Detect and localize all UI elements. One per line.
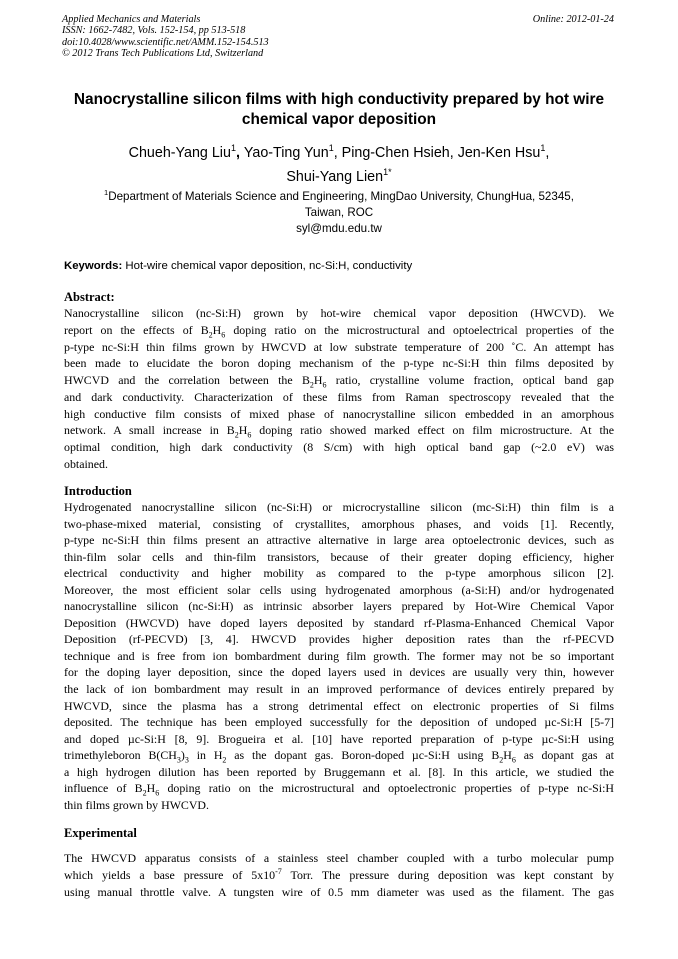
paper-title xyxy=(50,90,628,129)
journal-name: Applied Mechanics and Materials xyxy=(62,14,201,25)
journal-issn: ISSN: 1662-7482, Vols. 152-154, pp 513-518 xyxy=(62,25,246,37)
author-1: Chueh-Yang Liu xyxy=(128,144,231,161)
author-3-affil: 1 xyxy=(540,143,546,153)
journal-copyright: © 2012 Trans Tech Publications Ltd, Switzerland xyxy=(62,47,264,59)
author-4: Shui-Yang Lien xyxy=(286,168,384,185)
introduction-heading: Introduction xyxy=(64,484,132,498)
keywords xyxy=(64,259,614,273)
author-list xyxy=(50,139,628,187)
online-date: Online: 2012-01-24 xyxy=(532,14,614,25)
affiliation-mark: 1 xyxy=(104,188,109,197)
affiliation xyxy=(62,185,616,222)
author-2-affil: 1 xyxy=(328,143,334,153)
authors-line-1: Chueh-Yang Liu$^1$, Yao-Ting Yun$^1$, Ping-Chen Hsieh, Jen-Ken Hsu$^1$, xyxy=(128,143,550,161)
abstract-heading: Abstract: xyxy=(64,290,115,304)
introduction-text: Hydrogenated nanocrystalline silicon (nc-Si:H) or microcrystalline silicon (mc-Si:H) thin film is a two-phase-mixed material, consisting of crystallites, amorphous phases, and voids [1]. Recently, p-type nc-Si:H thin films present an attractive alternative in large area optoelectronic devices, such as thin-film solar cells and thin-film transistors, because of their greater doping efficiency, higher electrical conductivity and higher mobility as compared to the p-type amorphous silicon [2]. Moreover, the most efficient solar cells using hydrogenated amorphous (a-Si:H) and/or hydrogenated nanocrystalline silicon (nc-Si:H) as intrinsic absorber layers prepared by Hot-Wire Chemical Vapor Deposition (HWCVD) have doped layers deposited by standard rf-Plasma-Enhanced Chemical Vapor Deposition (rf-PECVD) [3, 4]. HWCVD provides higher deposition rates than the rf-PECVD technique and is free from ion bombardment during film growth. The former may not be so important for the doping layer deposition, since the doped layers used in devices are usually very thin, however the lack of ion bombardment may result in an improved performance of devices entirely prepared by HWCVD, since the plasma has a strong detrimental effect on electronic properties of Si films deposited. The technique has been employed successfully for the deposition of undoped µc-Si:H [5-7] and doped µc-Si:H [8, 9]. Brogueira et al. [10] have reported preparation of p-type µc-Si:H using trimethyleboron $B(CH_3)_3$ in $H_2$ as the dopant gas. Boron-doped µc-Si:H using $B_2H_6$ as dopant gas at a high hydrogen dilution has been reported by Bruggemann et al. [8]. In this article, we studied the influence of $B_2H_6$ doping ratio on the microstructural and optoelectronic properties of p-type nc-Si:H thin films grown by HWCVD. xyxy=(64,500,614,812)
title-line-1: Nanocrystalline silicon films with high conductivity prepared by hot wire xyxy=(73,91,605,108)
journal-doi: doi:10.4028/www.scientific.net/AMM.152-154.513 xyxy=(62,36,269,48)
journal-header xyxy=(62,14,614,59)
affiliation-line-1: $^1$Department of Materials Science and Engineering, MingDao University, ChungHua, 52345, xyxy=(104,188,574,203)
author-1-affil: 1 xyxy=(230,143,236,153)
corresponding-email: syl@mdu.edu.tw xyxy=(296,222,382,235)
author-4-affil: 1* xyxy=(383,167,392,178)
keywords-label: Keywords: xyxy=(64,260,123,272)
title-line-2: chemical vapor deposition xyxy=(241,110,437,128)
experimental-heading: Experimental xyxy=(64,826,137,840)
authors-line-2 xyxy=(50,163,628,187)
affiliation-line-2: Taiwan, ROC xyxy=(304,206,374,220)
abstract-text: Nanocrystalline silicon (nc-Si:H) grown by hot-wire chemical vapor deposition (HWCVD). We report on the effects of $B_2H_6$ doping ratio on the microstructural and optoelectrical properties of the p-type nc-Si:H thin films grown by HWCVD at low substrate temperature of 200 ˚C. An attempt has been made to elucidate the boron doping mechanism of the p-type nc-Si:H thin films deposited by HWCVD and the correlation between the $B_2H_6$ ratio, crystalline volume fraction, optical band gap and dark conductivity. Characterization of these films from Raman spectroscopy revealed that the high conductive film consists of mixed phase of nanocrystalline silicon embedded in an amorphous network. A small increase in $B_2H_6$ doping ratio showed marked effect on film microstructure. At the optimal condition, high dark conductivity (8 S/cm) with high optical band gap (~2.0 eV) was obtained. xyxy=(64,306,614,471)
keywords-text: Hot-wire chemical vapor deposition, nc-Si:H, conductivity xyxy=(122,260,413,272)
author-3: Ping-Chen Hsieh, Jen-Ken Hsu xyxy=(341,144,541,161)
experimental-text: The HWCVD apparatus consists of a stainless steel chamber coupled with a turbo molecular pump which yields a base pressure of $5x10^{-7}$ Torr. The pressure during deposition was kept constant by using manual throttle valve. A tungsten wire of 0.5 mm diameter was used as the filament. The gas xyxy=(64,851,614,900)
author-2: Yao-Ting Yun xyxy=(243,144,329,161)
